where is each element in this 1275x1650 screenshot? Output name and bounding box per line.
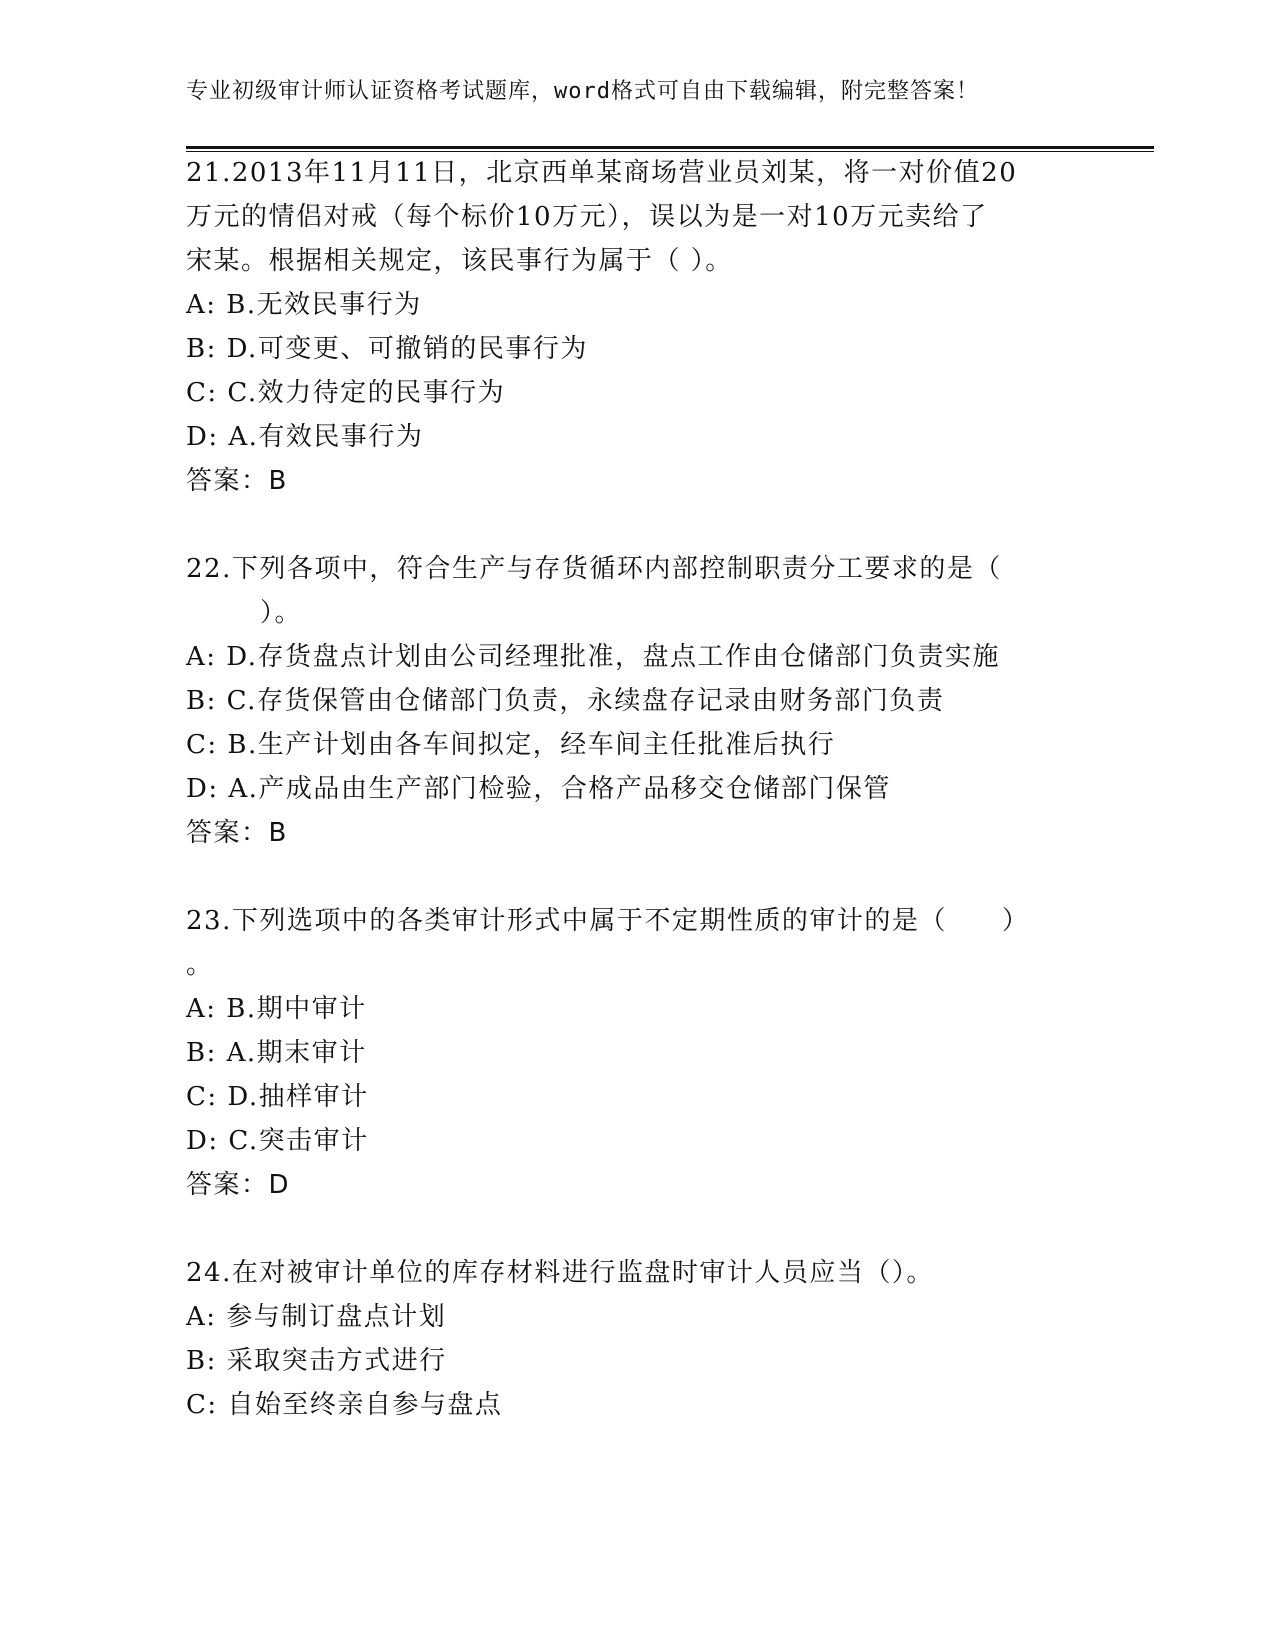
question-22-option-a: A: D.存货盘点计划由公司经理批准，盘点工作由仓储部门负责实施 [186, 642, 1000, 672]
question-24-line-1: 24.在对被审计单位的库存材料进行监盘时审计人员应当（）。 [186, 1258, 934, 1288]
question-23-option-c: C: D.抽样审计 [186, 1082, 369, 1112]
question-23-option-d: D: C.突击审计 [186, 1126, 369, 1156]
question-22-option-b: B: C.存货保管由仓储部门负责，永续盘存记录由财务部门负责 [186, 686, 945, 716]
question-23-answer: 答案：D [186, 1170, 291, 1200]
question-21-line-2: 万元的情侣对戒（每个标价10万元），误以为是一对10万元卖给了 [186, 202, 988, 232]
header-divider-thin [186, 151, 1154, 152]
question-21-option-b: B: D.可变更、可撤销的民事行为 [186, 334, 588, 364]
question-21-option-d: D: A.有效民事行为 [186, 422, 424, 452]
question-24-option-c: C: 自始至终亲自参与盘点 [186, 1390, 503, 1420]
question-22-line-1: 22.下列各项中，符合生产与存货循环内部控制职责分工要求的是（ [186, 554, 1002, 584]
question-21-option-c: C: C.效力待定的民事行为 [186, 378, 506, 408]
page-header: 专业初级审计师认证资格考试题库，word格式可自由下载编辑，附完整答案！ [186, 79, 979, 104]
question-22-line-2: ）。 [260, 598, 303, 628]
question-24-option-a: A: 参与制订盘点计划 [186, 1302, 447, 1332]
question-21-option-a: A: B.无效民事行为 [186, 290, 422, 320]
question-22-option-d: D: A.产成品由生产部门检验，合格产品移交仓储部门保管 [186, 774, 891, 804]
header-divider-thick [186, 146, 1154, 149]
question-23-line-2: 。 [186, 950, 214, 980]
question-22-option-c: C: B.生产计划由各车间拟定，经车间主任批准后执行 [186, 730, 836, 760]
question-23-option-a: A: B.期中审计 [186, 994, 367, 1024]
question-23-line-1: 23.下列选项中的各类审计形式中属于不定期性质的审计的是（ ） [186, 906, 1030, 936]
question-22-answer: 答案：B [186, 818, 288, 848]
question-21-line-3: 宋某。根据相关规定，该民事行为属于（ ）。 [186, 246, 733, 276]
question-24-option-b: B: 采取突击方式进行 [186, 1346, 447, 1376]
question-23-option-b: B: A.期末审计 [186, 1038, 367, 1068]
question-21-answer: 答案：B [186, 466, 288, 496]
question-21-line-1: 21.2013年11月11日，北京西单某商场营业员刘某，将一对价值20 [186, 158, 1018, 188]
